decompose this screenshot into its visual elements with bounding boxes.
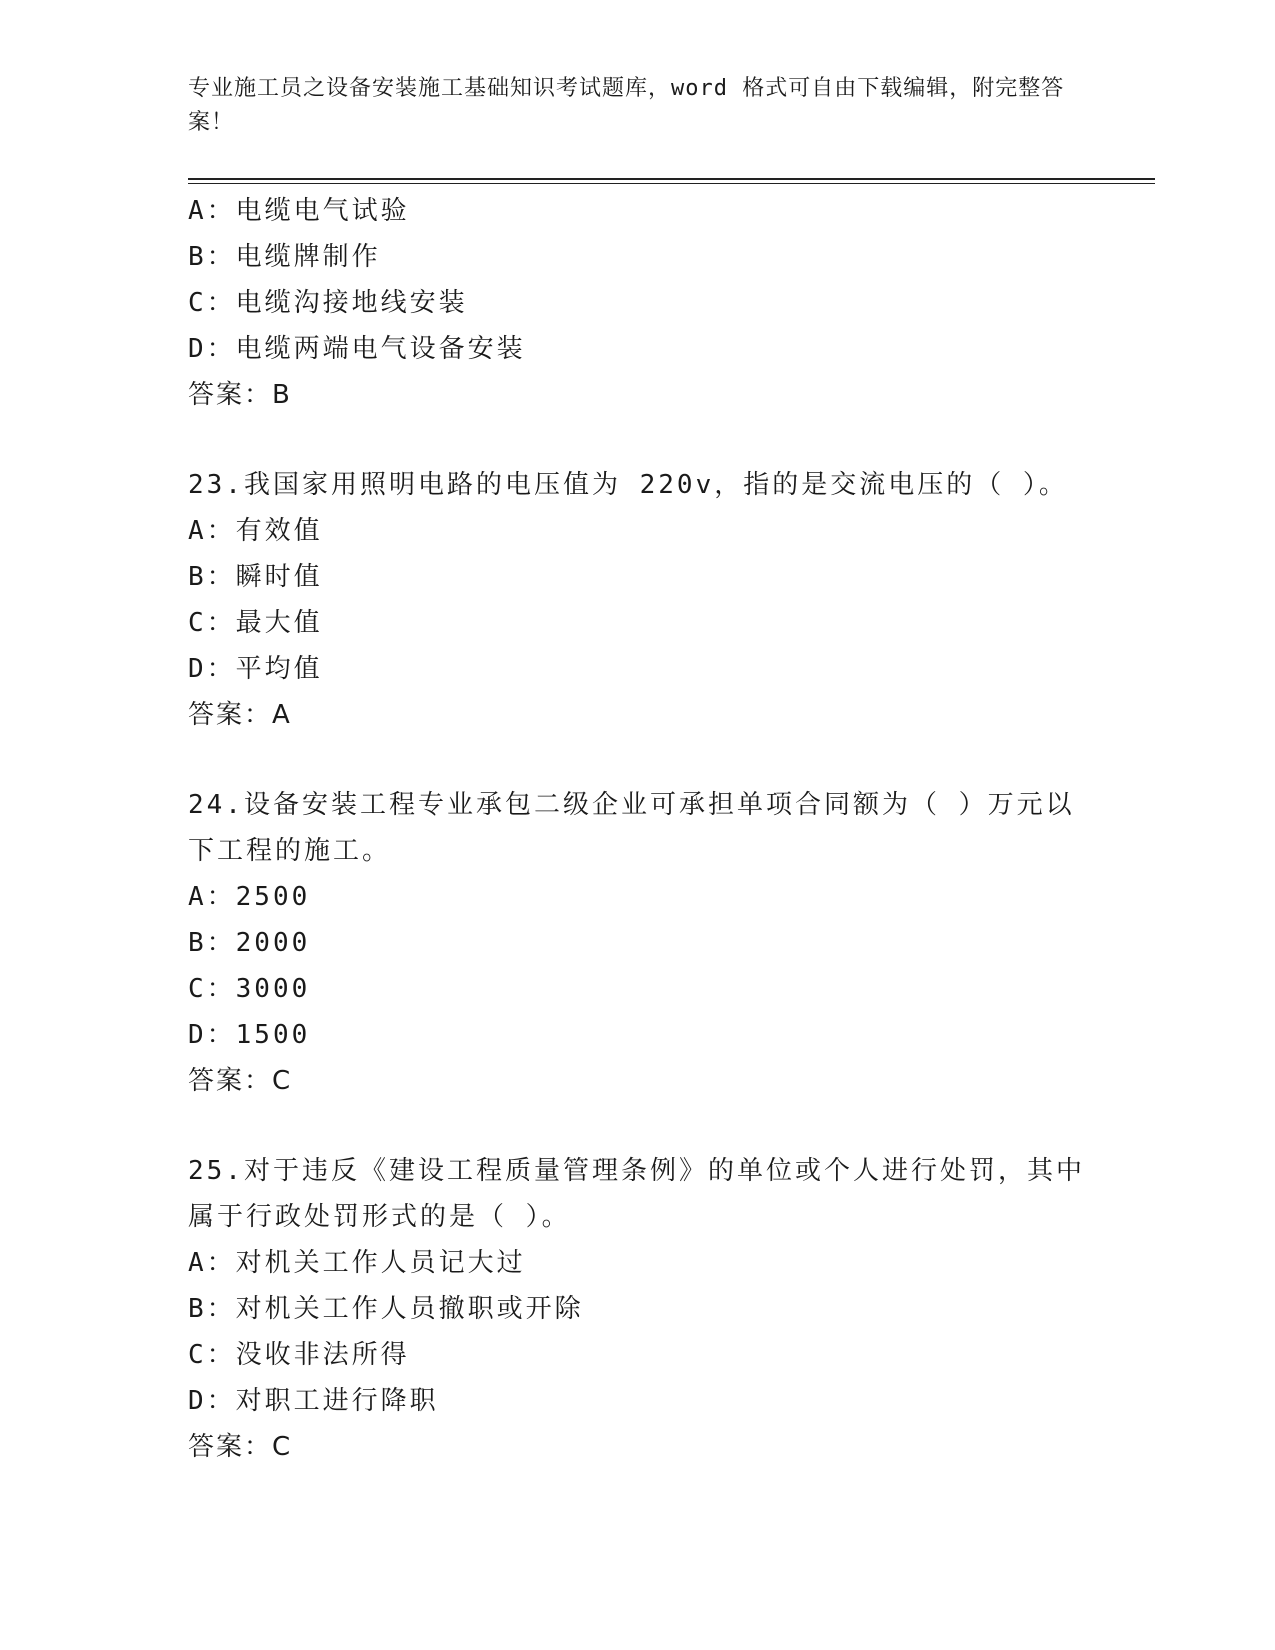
option-d: D：平均值 [188,654,323,684]
option-b: B：电缆牌制作 [188,242,381,272]
question-23 [188,462,1088,738]
option-c: C：3000 [188,974,311,1004]
document-title: 专业施工员之设备安装施工基础知识考试题库，word 格式可自由下载编辑，附完整答案！ [188,76,1065,135]
option-b: B：对机关工作人员撤职或开除 [188,1294,584,1324]
option-a: A：电缆电气试验 [188,196,410,226]
answer-line: 答案：C [188,1432,293,1462]
answer-line: 答案：A [188,700,292,730]
answer-line: 答案：C [188,1066,293,1096]
question-25 [188,1148,1088,1470]
option-a: A：2500 [188,882,311,912]
option-a: A：对机关工作人员记大过 [188,1248,526,1278]
question-stem: 25.对于违反《建设工程质量管理条例》的单位或个人进行处罚，其中属于行政处罚形式的是（ ）。 [188,1156,1085,1232]
header-divider-thick [188,178,1155,180]
option-c: C：最大值 [188,608,323,638]
option-c: C：没收非法所得 [188,1340,410,1370]
answer-line: 答案：B [188,380,292,410]
option-d: D：电缆两端电气设备安装 [188,334,526,364]
option-b: B：瞬时值 [188,562,323,592]
option-a: A：有效值 [188,516,323,546]
header-divider-thin [188,183,1155,184]
question-22 [188,188,1088,418]
question-list [188,188,1088,1470]
option-b: B：2000 [188,928,311,958]
option-c: C：电缆沟接地线安装 [188,288,468,318]
question-24 [188,782,1088,1104]
question-stem: 23.我国家用照明电路的电压值为 220v，指的是交流电压的（ ）。 [188,470,1068,500]
option-d: D：1500 [188,1020,311,1050]
question-stem: 24.设备安装工程专业承包二级企业可承担单项合同额为（ ）万元以下工程的施工。 [188,790,1075,866]
option-d: D：对职工进行降职 [188,1386,439,1416]
